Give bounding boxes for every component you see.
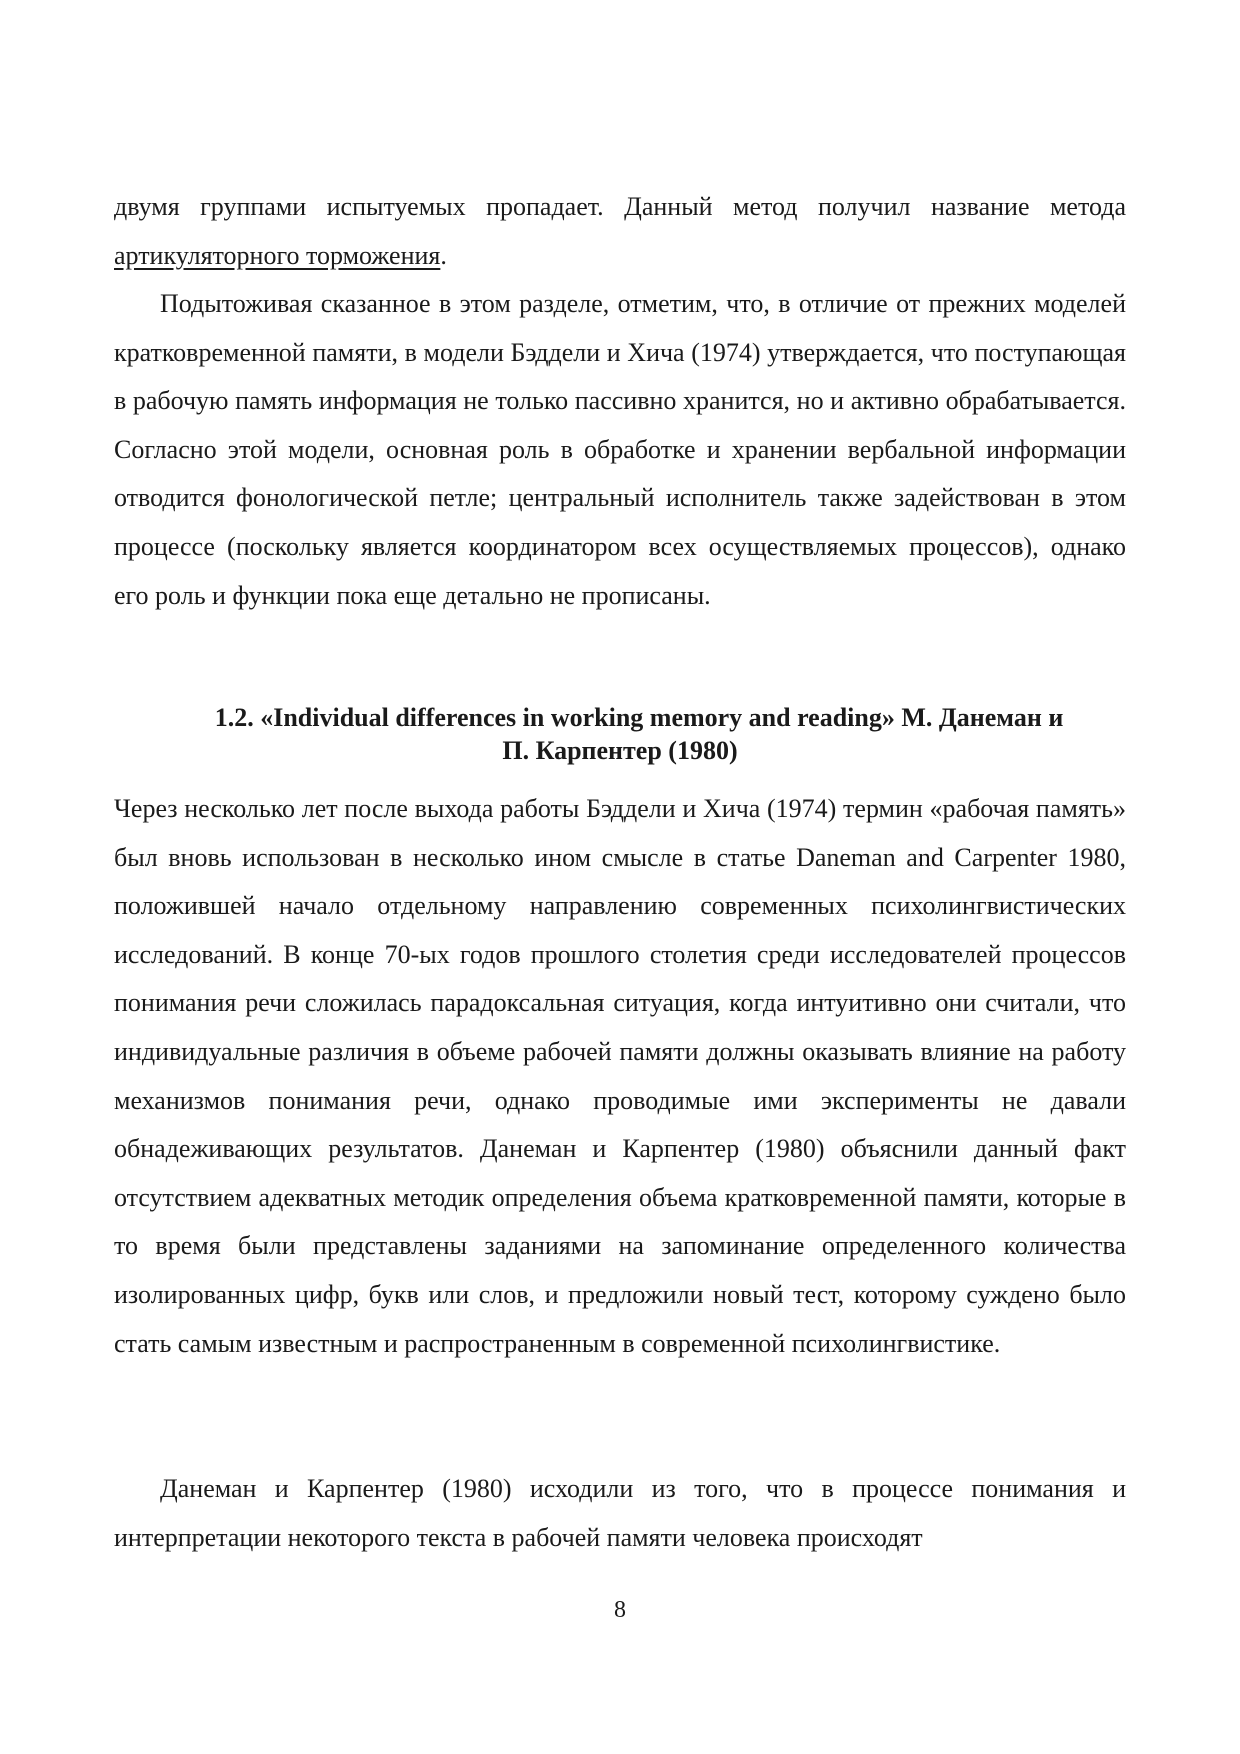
paragraph-daneman-method: [114, 1465, 1126, 1562]
paragraph-text: двумя группами испытуемых пропадает. Данный метод получил название метода: [114, 192, 1126, 221]
section-title-line1: «Individual differences in working memory and reading» М. Данеман и: [260, 703, 1064, 732]
paragraph-text: Подытоживая сказанное в этом разделе, отметим, что, в отличие от прежних моделей кратковременной памяти, в модели Бэддели и Хича (1974) утверждается, что поступающая в рабочую память информация не только пассивно хранится, но и активно обрабатывается. Согласно этой модели, основная роль в обработке и хранении вербальной информации отводится фонологической петле; центральный исполнитель также задействован в этом процессе (поскольку является координатором всех осуществляемых процессов), однако его роль и функции пока еще детально не прописаны.: [114, 289, 1126, 610]
paragraph-continuation: [114, 183, 1126, 280]
paragraph-text: Через несколько лет после выхода работы Бэддели и Хича (1974) термин «рабочая память» был вновь использован в несколько ином смысле в статье Daneman and Carpenter 1980, положившей начало отдельному направлению современных психолингвистических исследований. В конце 70-ых годов прошлого столетия среди исследователей процессов понимания речи сложилась парадоксальная ситуация, когда интуитивно они считали, что индивидуальные различия в объеме рабочей памяти должны оказывать влияние на работу механизмов понимания речи, однако проводимые ими эксперименты не давали обнадеживающих результатов. Данеман и Карпентер (1980) объяснили данный факт отсутствием адекватных методик определения объема кратковременной памяти, которые в то время были представлены заданиями на запоминание определенного количества изолированных цифр, букв или слов, и предложили новый тест, которому суждено было стать самым известным и распространенным в современной психолингвистике.: [114, 794, 1126, 1358]
underlined-term: артикуляторного торможения: [114, 240, 441, 270]
section-title-line2: П. Карпентер (1980): [502, 736, 738, 765]
paragraph-text: Данеман и Карпентер (1980) исходили из того, что в процессе понимания и интерпретации некоторого текста в рабочей памяти человека происходят: [114, 1474, 1126, 1552]
paragraph-end: .: [440, 240, 447, 270]
page-number: 8: [614, 1597, 626, 1623]
paragraph-intro-daneman: [114, 785, 1126, 1368]
section-number: 1.2.: [214, 703, 254, 732]
section-heading: [114, 701, 1126, 767]
paragraph-summary: [114, 280, 1126, 620]
